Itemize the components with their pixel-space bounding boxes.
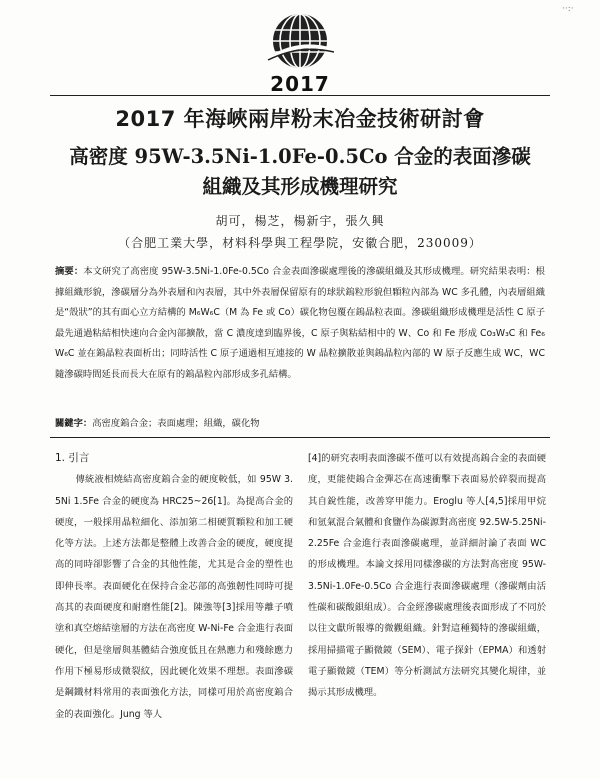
paper-title: [30, 142, 570, 202]
keywords-label: 關鍵字：: [55, 418, 93, 429]
left-column-text: 傳統液相燒結高密度鎢合金的硬度較低，如 95W 3.5Ni 1.5Fe 合金的硬度為 HRC25~26[1]。為提高合金的硬度，一般採用晶粒細化、添加第二相硬質顆粒和加工硬化等方法。上述方法都是整體上改善合金的硬度，硬度提高的同時卻影響了合金的其他性能，尤其是合金的塑性也即伸長率。表面硬化在保持合金芯部的高強韌性同時可提高其的表面硬度和耐磨性能[2]。陳強等[3]採用等離子噴塗和真空熔結塗層的方法在高密度 W-Ni-Fe 合金進行表面硬化，但是塗層與基體結合強度低且在熱應力和殘餘應力作用下極易形成微裂紋，因此硬化效果不理想。表面滲碳是鋼鐵材料常用的表面強化方法，同樣可用於高密度鎢合金的表面強化。Jung 等人: [55, 474, 293, 720]
paper-title-line1: 高密度 95W-3.5Ni-1.0Fe-0.5Co 合金的表面滲碳: [69, 145, 531, 168]
abstract: [55, 262, 545, 386]
scan-mark: ··:·: [562, 4, 574, 14]
authors: 胡可，楊芝，楊新宇，張久興: [215, 214, 385, 228]
keywords: [55, 415, 545, 429]
section-heading: 1. 引言: [55, 452, 90, 464]
conference-title: 2017 年海峽兩岸粉末冶金技術研討會: [115, 107, 485, 131]
right-column-text: [4]的研究表明表面滲碳不僅可以有效提高鎢合金的表面硬度，更能使鎢合金彈芯在高速衝擊下表面易於碎裂而提高其自銳性能，改善穿甲能力。Eroglu 等人[4,5]採用甲烷和氫氣混合氣體和食鹽作為碳源對高密度 92.5W-5.25Ni-2.25Fe 合金進行表面滲碳處理，並詳細討論了表面 WC 的形成機理。本論文採用同樣滲碳的方法對高密度 95W-3.5Ni-1.0Fe-0.5Co 合金進行表面滲碳處理（滲碳劑由活性碳和碳酸鋇組成）。合金經滲碳處理後表面形成了不同於以往文獻所報導的微觀組織。針對這種獨特的滲碳組織，採用掃描電子顯微鏡（SEM）、電子探針（EPMA）和透射電子顯微鏡（TEM）等分析測試方法研究其變化規律，並揭示其形成機理。: [308, 453, 546, 699]
keywords-text: 高密度鎢合金；表面處理；組織，碳化物: [92, 418, 260, 429]
abstract-text: 本文研究了高密度 95W-3.5Ni-1.0Fe-0.5Co 合金表面滲碳處理後的滲碳組織及其形成機理。研究結果表明：根據組織形貌，滲碳層分為外表層和內表層，其中外表層保留原有的球狀鎢粒形貌但顆粒內部為 WC 多孔體，內表層組織是“殼狀”的其有面心立方結構的 M₆W₆C（M 為 Fe 或 Co）碳化物包覆在鎢晶粒表面。滲碳組織形成機理是活性 C 原子最先通過粘結相快速向合金內部擴散，當 C 濃度達到臨界後，C 原子與粘結相中的 W、Co 和 Fe 形成 Co₃W₃C 和 Fe₆W₆C 並在鎢晶粒表面析出；同時活性 C 原子通過相互連接的 W 晶粒擴散並與鎢晶粒內部的 W 原子反應生成 WC，WC 隨滲碳時間延長而長大在原有的鎢晶粒內部形成多孔結構。: [55, 266, 545, 380]
affiliation: （合肥工業大學，材料科學與工程學院，安徽合肥，230009）: [118, 236, 482, 250]
globe-emblem-icon: [250, 10, 350, 72]
header-rule: [50, 95, 550, 96]
paper-title-line2: 組織及其形成機理研究: [202, 175, 398, 198]
logo-year: 2017: [270, 72, 330, 96]
left-column: [55, 448, 293, 725]
abstract-label: 摘要：: [55, 266, 84, 277]
right-column: [308, 448, 546, 704]
conference-logo: [250, 10, 350, 96]
section-divider: [50, 437, 550, 438]
